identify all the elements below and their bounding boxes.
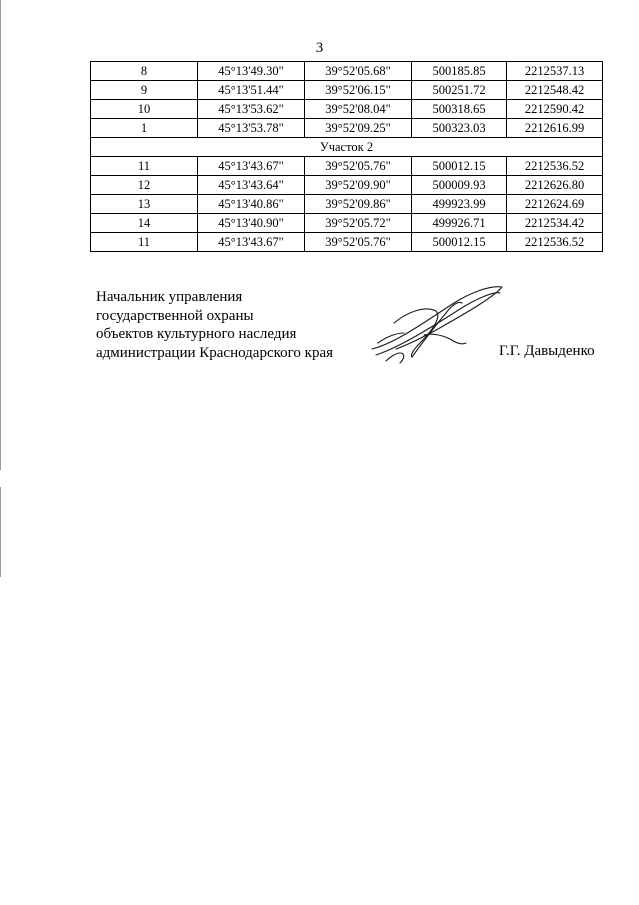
table-cell: 500251.72 xyxy=(412,81,507,100)
table-cell: 2212624.69 xyxy=(507,195,603,214)
table-cell: 500009.93 xyxy=(412,176,507,195)
table-cell: 39°52'09.25" xyxy=(305,119,412,138)
table-row xyxy=(91,214,603,233)
table-cell: 500012.15 xyxy=(412,233,507,252)
table-row xyxy=(91,81,603,100)
left-margin-line xyxy=(0,0,1,470)
table-cell: 14 xyxy=(91,214,198,233)
table-cell: 39°52'05.72" xyxy=(305,214,412,233)
table-cell: 45°13'40.86" xyxy=(198,195,305,214)
table-cell: 11 xyxy=(91,233,198,252)
table-cell: 45°13'53.62" xyxy=(198,100,305,119)
table-cell: 10 xyxy=(91,100,198,119)
table-cell: 2212626.80 xyxy=(507,176,603,195)
table-cell: 1 xyxy=(91,119,198,138)
table-cell: 2212536.52 xyxy=(507,233,603,252)
table-cell: 499923.99 xyxy=(412,195,507,214)
table-cell: 39°52'09.90" xyxy=(305,176,412,195)
table-cell: 45°13'43.67" xyxy=(198,157,305,176)
signer-title-line: государственной охраны xyxy=(96,307,254,324)
table-cell: 39°52'08.04" xyxy=(305,100,412,119)
table-cell: 39°52'09.86" xyxy=(305,195,412,214)
table-cell: 2212548.42 xyxy=(507,81,603,100)
table-row xyxy=(91,100,603,119)
table-cell: 13 xyxy=(91,195,198,214)
table-cell: 2212590.42 xyxy=(507,100,603,119)
table-cell: 2212534.42 xyxy=(507,214,603,233)
table-row xyxy=(91,157,603,176)
table-cell: 39°52'05.68" xyxy=(305,62,412,81)
signer-title-line: Начальник управления xyxy=(96,289,243,305)
table-cell: 500318.65 xyxy=(412,100,507,119)
table-cell: 45°13'40.90" xyxy=(198,214,305,233)
section-title: Участок 2 xyxy=(91,138,603,157)
table-cell: 45°13'49.30" xyxy=(198,62,305,81)
table-row xyxy=(91,62,603,81)
table-cell: 39°52'05.76" xyxy=(305,157,412,176)
table-row xyxy=(91,176,603,195)
table-cell: 8 xyxy=(91,62,198,81)
signer-title xyxy=(96,288,333,362)
signer-title-line: администрации Краснодарского края xyxy=(96,344,334,361)
table-cell: 2212537.13 xyxy=(507,62,603,81)
table-cell: 500323.03 xyxy=(412,119,507,138)
table-cell: 2212536.52 xyxy=(507,157,603,176)
handwritten-signature xyxy=(366,283,506,365)
table-cell: 500012.15 xyxy=(412,157,507,176)
table-row xyxy=(91,119,603,138)
page-number: 3 xyxy=(315,40,324,56)
table-cell: 45°13'53.78" xyxy=(198,119,305,138)
table-cell: 45°13'51.44" xyxy=(198,81,305,100)
signer-title-line: объектов культурного наследия xyxy=(96,326,297,342)
left-margin-line-lower xyxy=(0,487,1,577)
table-row xyxy=(91,195,603,214)
section-row xyxy=(91,138,603,157)
table-cell: 11 xyxy=(91,157,198,176)
table-cell: 499926.71 xyxy=(412,214,507,233)
signer-name: Г.Г. Давыденко xyxy=(499,343,595,359)
table-cell: 2212616.99 xyxy=(507,119,603,138)
coordinates-table xyxy=(90,61,603,252)
table-cell: 39°52'06.15" xyxy=(305,81,412,100)
table-cell: 9 xyxy=(91,81,198,100)
table-cell: 45°13'43.64" xyxy=(198,176,305,195)
table-cell: 45°13'43.67" xyxy=(198,233,305,252)
table-cell: 12 xyxy=(91,176,198,195)
table-cell: 500185.85 xyxy=(412,62,507,81)
table-row xyxy=(91,233,603,252)
table-cell: 39°52'05.76" xyxy=(305,233,412,252)
